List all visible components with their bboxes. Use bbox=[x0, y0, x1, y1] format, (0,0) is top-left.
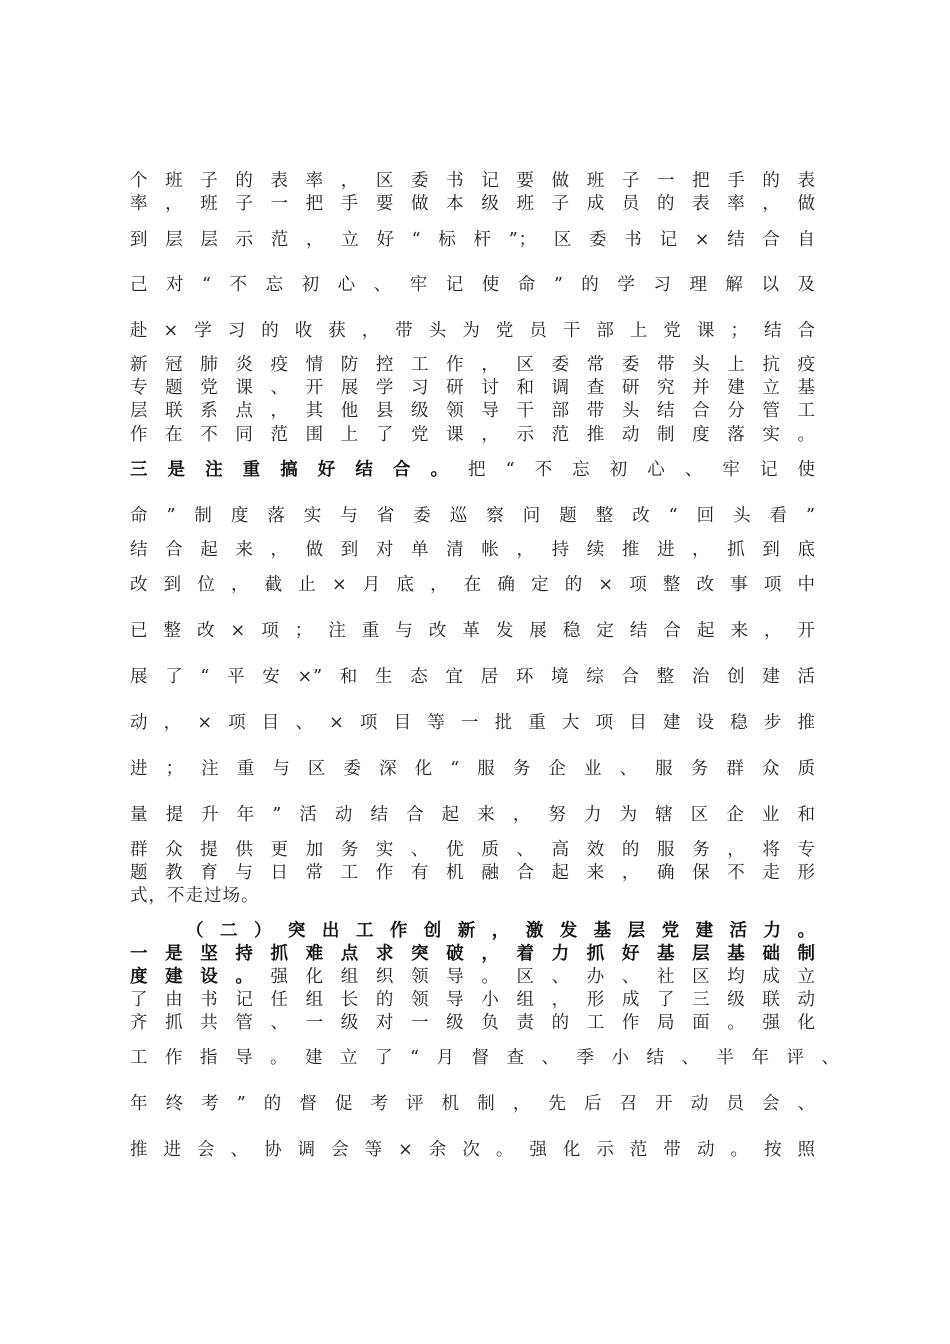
text-line-27: 工作指导。建立了“月督查、季小结、半年评、 bbox=[130, 1048, 840, 1068]
text-line-1: 个班子的表率，区委书记要做班子一把手的表 bbox=[130, 171, 816, 191]
text-line-14: 已整改×项；注重与改革发展稳定结合起来，开 bbox=[130, 621, 816, 641]
text-line-20: 题教育与日常工作有机融合起来，确保不走形 bbox=[130, 863, 816, 883]
text-line-11: 命”制度落实与省委巡察问题整改“回头看” bbox=[130, 506, 816, 526]
text-line-3: 到层层示范，立好“标杆”；区委书记×结合自 bbox=[130, 230, 816, 250]
text-line-25: 了由书记任组长的领导小组，形成了三级联动 bbox=[130, 990, 816, 1010]
text-line-28: 年终考”的督促考评机制，先后召开动员会、 bbox=[130, 1094, 816, 1114]
text-line-26: 齐抓共管、一级对一级负责的工作局面。强化 bbox=[130, 1013, 816, 1033]
text-line-16: 动，×项目、×项目等一批重大项目建设稳步推 bbox=[130, 713, 816, 733]
text-line-8: 层联系点，其他县级领导干部带头结合分管工 bbox=[130, 401, 816, 421]
subsection-heading-1: 一是坚持抓难点求突破，着力抓好基层基础制 bbox=[130, 944, 816, 964]
text-line-10: 三是注重搞好结合。把“不忘初心、牢记使 bbox=[130, 460, 817, 480]
text-line-9: 作在不同范围上了党课，示范推动制度落实。 bbox=[130, 425, 816, 445]
text-line-4: 己对“不忘初心、牢记使命”的学习理解以及 bbox=[130, 275, 816, 295]
text-line-21: 式，不走过场。 bbox=[130, 886, 260, 906]
text-line-6: 新冠肺炎疫情防控工作，区委常委带头上抗疫 bbox=[130, 355, 816, 375]
text-line-19: 群众提供更加务实、优质、高效的服务，将专 bbox=[130, 840, 816, 860]
section-heading-3: 三是注重搞好结合。 bbox=[130, 460, 469, 480]
text-line-17: 进；注重与区委深化“服务企业、服务群众质 bbox=[130, 759, 816, 779]
text-line-2: 率，班子一把手要做本级班子成员的表率，做 bbox=[130, 194, 816, 214]
section-heading-2: （二）突出工作创新，激发基层党建活力。 bbox=[186, 921, 816, 941]
text-line-5: 赴×学习的收获，带头为党员干部上党课；结合 bbox=[130, 321, 816, 341]
text-line-29: 推进会、协调会等×余次。强化示范带动。按照 bbox=[130, 1140, 816, 1160]
text-line-15: 展了“平安×”和生态宜居环境综合整治创建活 bbox=[130, 667, 816, 687]
text-line-18: 量提升年”活动结合起来，努力为辖区企业和 bbox=[130, 805, 816, 825]
text-line-13: 改到位，截止×月底，在确定的×项整改事项中 bbox=[130, 575, 816, 595]
text-line-24: 度建设。强化组织领导。区、办、社区均成立 bbox=[130, 967, 817, 987]
text-line-12: 结合起来，做到对单清帐，持续推进，抓到底 bbox=[130, 540, 816, 560]
text-line-7: 专题党课、开展学习研讨和调查研究并建立基 bbox=[130, 378, 816, 398]
